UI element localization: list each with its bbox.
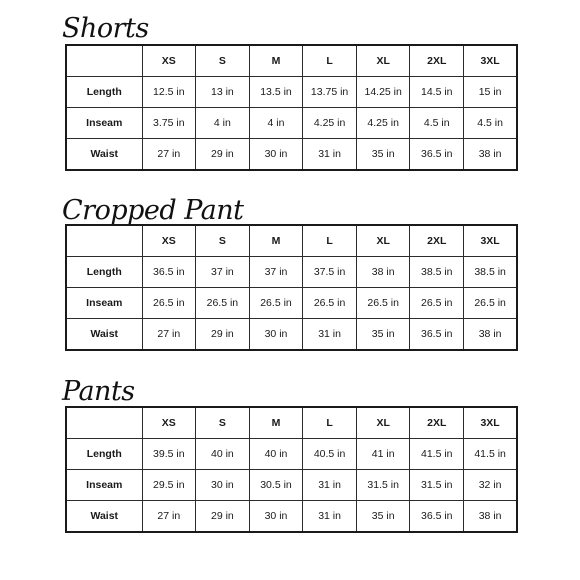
measurement-label: Length <box>66 77 142 108</box>
table-row <box>66 139 517 171</box>
measurement-value: 41.5 in <box>410 439 464 470</box>
size-header: XL <box>356 45 410 77</box>
measurement-value: 4 in <box>249 108 303 139</box>
measurement-value: 26.5 in <box>142 288 196 319</box>
table-row <box>66 257 517 288</box>
table-row <box>66 501 517 533</box>
measurement-value: 4.5 in <box>464 108 518 139</box>
measurement-value: 35 in <box>356 501 410 533</box>
measurement-value: 30 in <box>196 470 250 501</box>
measurement-value: 27 in <box>142 501 196 533</box>
measurement-value: 41 in <box>356 439 410 470</box>
header-row <box>66 225 517 257</box>
measurement-value: 27 in <box>142 139 196 171</box>
table-row <box>66 470 517 501</box>
measurement-value: 4.25 in <box>356 108 410 139</box>
measurement-value: 37.5 in <box>303 257 357 288</box>
measurement-label: Waist <box>66 139 142 171</box>
measurement-value: 4 in <box>196 108 250 139</box>
measurement-value: 31 in <box>303 139 357 171</box>
size-header: M <box>249 45 303 77</box>
measurement-value: 38 in <box>356 257 410 288</box>
measurement-value: 3.75 in <box>142 108 196 139</box>
corner-cell <box>66 225 142 257</box>
table-row <box>66 439 517 470</box>
measurement-value: 14.5 in <box>410 77 464 108</box>
measurement-value: 26.5 in <box>303 288 357 319</box>
size-header: 3XL <box>464 45 518 77</box>
measurement-value: 29.5 in <box>142 470 196 501</box>
size-header: S <box>196 45 250 77</box>
measurement-label: Waist <box>66 501 142 533</box>
header-row <box>66 407 517 439</box>
size-table <box>65 44 518 171</box>
measurement-value: 41.5 in <box>464 439 518 470</box>
size-header: 2XL <box>410 225 464 257</box>
size-header: 2XL <box>410 45 464 77</box>
measurement-value: 4.25 in <box>303 108 357 139</box>
measurement-value: 30 in <box>249 501 303 533</box>
size-header: L <box>303 45 357 77</box>
table-row <box>66 319 517 351</box>
section-title: Pants <box>62 376 135 407</box>
measurement-value: 27 in <box>142 319 196 351</box>
measurement-value: 12.5 in <box>142 77 196 108</box>
measurement-value: 35 in <box>356 139 410 171</box>
header-row <box>66 45 517 77</box>
measurement-value: 31.5 in <box>410 470 464 501</box>
measurement-value: 26.5 in <box>410 288 464 319</box>
measurement-value: 13.75 in <box>303 77 357 108</box>
measurement-value: 13.5 in <box>249 77 303 108</box>
measurement-value: 38 in <box>464 139 518 171</box>
measurement-value: 37 in <box>249 257 303 288</box>
size-header: S <box>196 225 250 257</box>
measurement-value: 15 in <box>464 77 518 108</box>
corner-cell <box>66 45 142 77</box>
measurement-value: 40 in <box>196 439 250 470</box>
measurement-value: 4.5 in <box>410 108 464 139</box>
size-header: M <box>249 225 303 257</box>
measurement-value: 40 in <box>249 439 303 470</box>
size-header: XL <box>356 407 410 439</box>
measurement-value: 31.5 in <box>356 470 410 501</box>
table-row <box>66 108 517 139</box>
measurement-value: 36.5 in <box>410 319 464 351</box>
measurement-value: 39.5 in <box>142 439 196 470</box>
section-title: Shorts <box>62 13 149 44</box>
measurement-value: 36.5 in <box>410 501 464 533</box>
table-row <box>66 288 517 319</box>
measurement-value: 26.5 in <box>249 288 303 319</box>
size-table <box>65 224 518 351</box>
size-header: XL <box>356 225 410 257</box>
measurement-label: Waist <box>66 319 142 351</box>
measurement-value: 14.25 in <box>356 77 410 108</box>
measurement-value: 38 in <box>464 319 518 351</box>
measurement-value: 37 in <box>196 257 250 288</box>
section-title: Cropped Pant <box>62 195 244 226</box>
measurement-value: 26.5 in <box>196 288 250 319</box>
size-table <box>65 406 518 533</box>
measurement-label: Length <box>66 439 142 470</box>
measurement-label: Inseam <box>66 108 142 139</box>
measurement-value: 40.5 in <box>303 439 357 470</box>
size-header: 2XL <box>410 407 464 439</box>
measurement-value: 30 in <box>249 319 303 351</box>
size-header: 3XL <box>464 407 518 439</box>
measurement-value: 36.5 in <box>142 257 196 288</box>
measurement-value: 31 in <box>303 470 357 501</box>
size-header: XS <box>142 407 196 439</box>
measurement-label: Inseam <box>66 288 142 319</box>
size-header: S <box>196 407 250 439</box>
size-header: L <box>303 225 357 257</box>
table-row <box>66 77 517 108</box>
measurement-value: 38 in <box>464 501 518 533</box>
measurement-value: 29 in <box>196 501 250 533</box>
measurement-value: 29 in <box>196 139 250 171</box>
measurement-value: 31 in <box>303 501 357 533</box>
measurement-value: 32 in <box>464 470 518 501</box>
measurement-value: 36.5 in <box>410 139 464 171</box>
measurement-label: Inseam <box>66 470 142 501</box>
measurement-value: 30 in <box>249 139 303 171</box>
size-header: L <box>303 407 357 439</box>
size-header: XS <box>142 45 196 77</box>
corner-cell <box>66 407 142 439</box>
measurement-value: 26.5 in <box>464 288 518 319</box>
size-header: XS <box>142 225 196 257</box>
measurement-value: 13 in <box>196 77 250 108</box>
measurement-value: 38.5 in <box>410 257 464 288</box>
size-header: M <box>249 407 303 439</box>
measurement-value: 38.5 in <box>464 257 518 288</box>
measurement-value: 35 in <box>356 319 410 351</box>
measurement-value: 31 in <box>303 319 357 351</box>
measurement-value: 30.5 in <box>249 470 303 501</box>
size-header: 3XL <box>464 225 518 257</box>
measurement-label: Length <box>66 257 142 288</box>
measurement-value: 29 in <box>196 319 250 351</box>
measurement-value: 26.5 in <box>356 288 410 319</box>
